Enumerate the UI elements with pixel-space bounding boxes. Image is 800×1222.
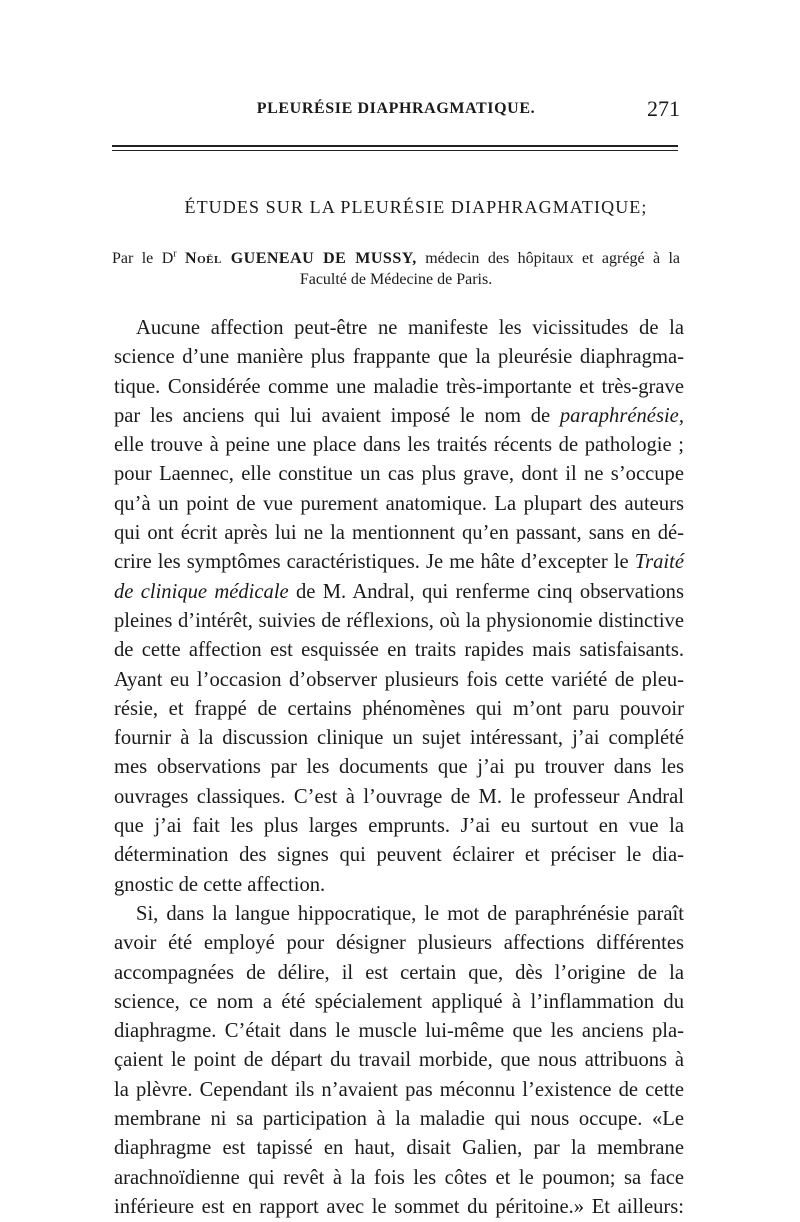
text-line: ouvrages classiques. C’est à l’ouvrage de M. le professeur Andral — [114, 785, 684, 808]
text-line: inférieure est en rapport avec le sommet du péritoine.» Et ailleurs: — [114, 1195, 684, 1218]
text-line: mes observations par les documents que j’ai pu trouver dans les — [114, 756, 684, 779]
byline-rest: médecin des hôpitaux et agrégé à la — [425, 250, 681, 267]
text-line: tique. Considérée comme une maladie très-importante et très-grave — [114, 375, 684, 398]
text-line: de cette affection est esquissée en traits rapides mais satisfaisants. — [114, 639, 684, 662]
text-line: arachnoïdienne qui revêt à la fois les côtes et le poumon; sa face — [114, 1166, 684, 1189]
byline-title-sup: r — [173, 248, 177, 260]
italic-term: de clinique médicale — [114, 580, 289, 603]
text-line: science d’une manière plus frappante que la pleurésie diaphragma- — [114, 346, 684, 369]
text-line: fournir à la discussion clinique un sujet intéressant, j’ai complété — [114, 727, 684, 750]
text-line: Si, dans la langue hippocratique, le mot de paraphrénésie paraît — [136, 902, 684, 925]
italic-term: Traité — [634, 551, 684, 574]
header-rule — [112, 145, 678, 151]
text-line: résie, et frappé de certains phénomènes qui m’ont paru pouvoir — [114, 697, 684, 720]
text-line: la plèvre. Cependant ils n’avaient pas méconnu l’existence de cette — [114, 1078, 684, 1101]
text-line: çaient le point de départ du travail morbide, que nous attribuons à — [114, 1049, 684, 1072]
byline — [112, 248, 680, 290]
text-line — [114, 548, 684, 577]
body-text — [114, 314, 684, 1222]
text-line: gnostic de cette affection. — [114, 873, 326, 896]
text-line: qui ont écrit après lui ne la mentionnent qu’en passant, sans en dé- — [114, 522, 684, 545]
author-name: Noël GUENEAU DE MUSSY, — [185, 250, 417, 267]
italic-term: paraphrénésie, — [559, 404, 684, 427]
text-line — [114, 402, 684, 431]
text-line: détermination des signes qui peuvent éclairer et préciser le dia- — [114, 844, 684, 867]
text-line: elle trouve à peine une place dans les traités récents de pathologie ; — [114, 434, 684, 457]
page-number: 271 — [647, 96, 680, 121]
text-segment: crire les symptômes caractéristiques. Je me hâte d’excepter le — [114, 551, 629, 574]
text-line: Aucune affection peut-être ne manifeste les vicissitudes de la — [136, 317, 684, 339]
text-line: diaphragme est tapissé en haut, disait Galien, par la membrane — [114, 1137, 684, 1160]
text-line: accompagnées de délire, il est certain que, dès l’origine de la — [114, 961, 684, 984]
text-line: Ayant eu l’occasion d’observer plusieurs fois cette variété de pleu- — [114, 668, 684, 691]
running-title: PLEURÉSIE DIAPHRAGMATIQUE. — [256, 100, 536, 117]
byline-prefix: Par le D — [112, 250, 174, 267]
text-segment: par les anciens qui lui avaient imposé le nom de — [114, 404, 551, 427]
text-segment: de M. Andral, qui renferme cinq observations — [295, 580, 684, 603]
text-line: que j’ai fait les plus larges emprunts. J’ai eu surtout en vue la — [114, 815, 684, 838]
chapter-title: ÉTUDES SUR LA PLEURÉSIE DIAPHRAGMATIQUE; — [184, 197, 648, 217]
text-line — [114, 578, 684, 607]
byline-line-2: Faculté de Médecine de Paris. — [299, 271, 493, 288]
text-line: pour Laennec, elle constitue un cas plus grave, dont il ne s’occupe — [114, 463, 684, 486]
text-line: pleines d’intérêt, suivies de réflexions, où la physionomie distinctive — [114, 609, 684, 632]
text-line: diaphragme. C’était dans le muscle lui-même que les anciens pla- — [114, 1020, 684, 1043]
byline-line-1 — [112, 248, 680, 269]
text-line: avoir été employé pour désigner plusieurs affections différentes — [114, 932, 684, 955]
text-line: science, ce nom a été spécialement appliqué à l’inflammation du — [114, 990, 684, 1013]
text-line: membrane ni sa participation à la maladie qui nous occupe. «Le — [114, 1108, 684, 1131]
text-line: qu’à un point de vue purement anatomique. La plupart des auteurs — [114, 492, 684, 515]
running-header — [112, 96, 680, 126]
